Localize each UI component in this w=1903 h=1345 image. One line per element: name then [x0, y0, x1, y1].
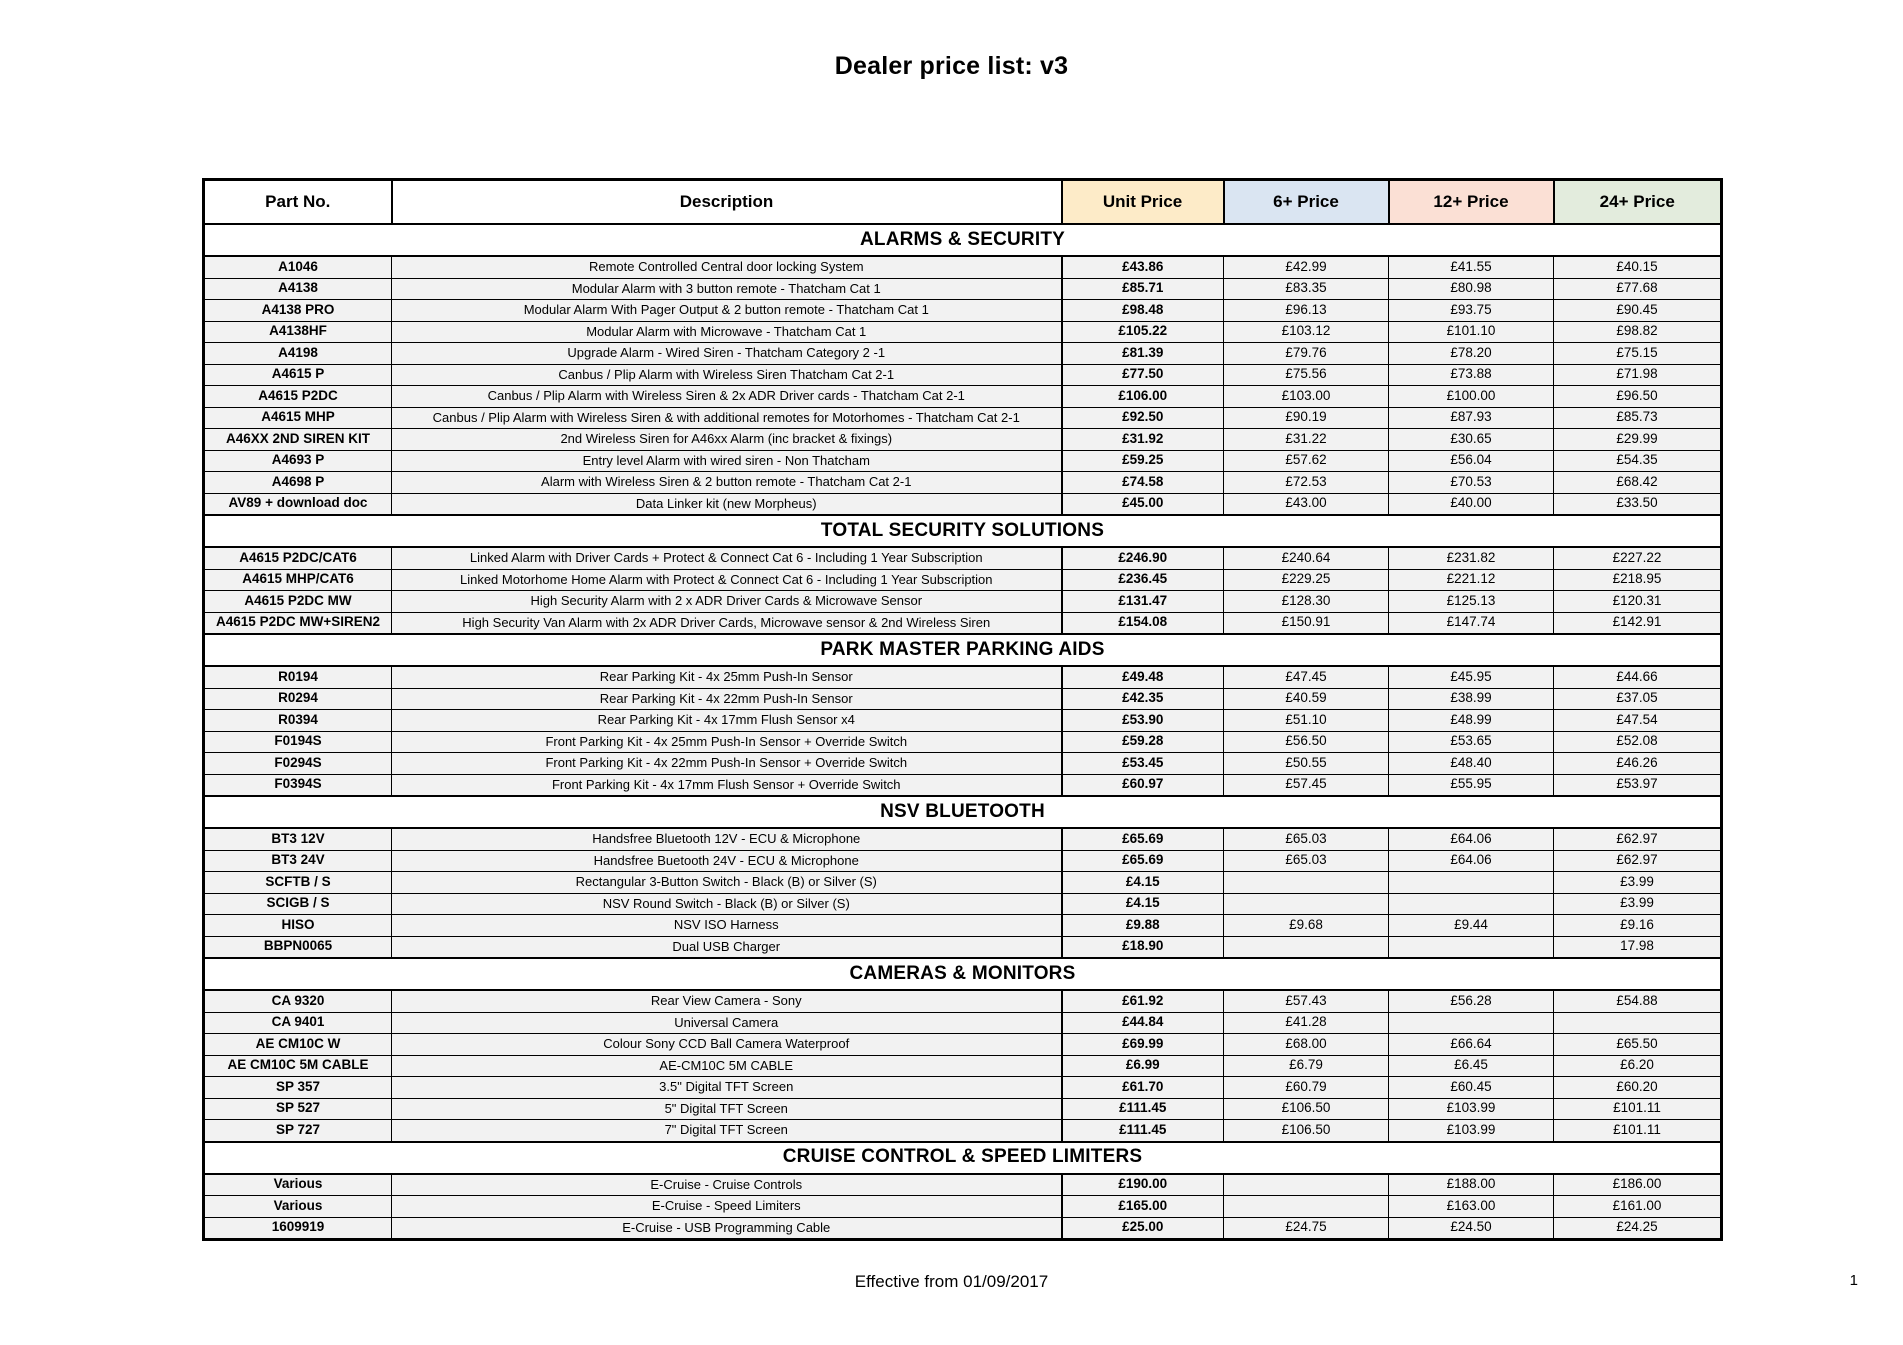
cell-part-no: A4693 P	[204, 450, 392, 472]
cell-description: Rectangular 3-Button Switch - Black (B) or Silver (S)	[392, 872, 1062, 894]
cell-unit-price: £154.08	[1062, 612, 1224, 634]
cell-description: Rear View Camera - Sony	[392, 990, 1062, 1012]
cell-12plus-price: £48.99	[1389, 710, 1554, 732]
cell-unit-price: £165.00	[1062, 1196, 1224, 1218]
section-title: NSV BLUETOOTH	[204, 796, 1722, 828]
effective-date: Effective from 01/09/2017	[854, 1272, 1049, 1291]
cell-24plus-price: £62.97	[1554, 828, 1722, 850]
cell-12plus-price: £103.99	[1389, 1098, 1554, 1120]
cell-12plus-price: £78.20	[1389, 343, 1554, 365]
cell-12plus-price: £147.74	[1389, 612, 1554, 634]
cell-unit-price: £77.50	[1062, 364, 1224, 386]
table-row	[204, 321, 1722, 343]
cell-24plus-price: £24.25	[1554, 1217, 1722, 1240]
cell-12plus-price: £56.28	[1389, 990, 1554, 1012]
cell-12plus-price: £87.93	[1389, 407, 1554, 429]
cell-unit-price: £60.97	[1062, 774, 1224, 796]
cell-6plus-price: £72.53	[1224, 472, 1389, 494]
cell-part-no: A4615 P2DC/CAT6	[204, 547, 392, 569]
cell-6plus-price: £150.91	[1224, 612, 1389, 634]
table-row	[204, 1098, 1722, 1120]
cell-6plus-price: £103.00	[1224, 386, 1389, 408]
cell-unit-price: £98.48	[1062, 300, 1224, 322]
cell-6plus-price: £106.50	[1224, 1098, 1389, 1120]
cell-24plus-price: £54.88	[1554, 990, 1722, 1012]
cell-part-no: HISO	[204, 915, 392, 937]
cell-6plus-price: £57.45	[1224, 774, 1389, 796]
cell-unit-price: £105.22	[1062, 321, 1224, 343]
cell-12plus-price: £66.64	[1389, 1034, 1554, 1056]
table-row	[204, 407, 1722, 429]
cell-description: Linked Motorhome Home Alarm with Protect & Connect Cat 6 - Including 1 Year Subscription	[392, 569, 1062, 591]
cell-24plus-price: £120.31	[1554, 591, 1722, 613]
table-row	[204, 493, 1722, 515]
table-row	[204, 1077, 1722, 1099]
cell-part-no: SP 727	[204, 1120, 392, 1142]
cell-6plus-price: £106.50	[1224, 1120, 1389, 1142]
cell-24plus-price: £96.50	[1554, 386, 1722, 408]
cell-24plus-price: £101.11	[1554, 1098, 1722, 1120]
cell-part-no: 1609919	[204, 1217, 392, 1240]
cell-6plus-price: £65.03	[1224, 850, 1389, 872]
cell-part-no: AE CM10C 5M CABLE	[204, 1055, 392, 1077]
cell-12plus-price: £41.55	[1389, 256, 1554, 278]
section-header-row	[204, 958, 1722, 990]
table-row	[204, 1055, 1722, 1077]
column-header-6plus-price: 6+ Price	[1224, 180, 1389, 225]
cell-12plus-price: £163.00	[1389, 1196, 1554, 1218]
page-title: Dealer price list: v3	[834, 52, 1069, 80]
cell-description: Canbus / Plip Alarm with Wireless Siren & 2x ADR Driver cards - Thatcham Cat 2-1	[392, 386, 1062, 408]
cell-12plus-price	[1389, 872, 1554, 894]
cell-part-no: F0194S	[204, 731, 392, 753]
cell-12plus-price: £56.04	[1389, 450, 1554, 472]
page-footer	[0, 1272, 1903, 1302]
cell-unit-price: £61.92	[1062, 990, 1224, 1012]
table-row	[204, 472, 1722, 494]
cell-24plus-price: £52.08	[1554, 731, 1722, 753]
cell-description: E-Cruise - USB Programming Cable	[392, 1217, 1062, 1240]
cell-part-no: R0294	[204, 688, 392, 710]
cell-6plus-price: £31.22	[1224, 429, 1389, 451]
cell-24plus-price: £90.45	[1554, 300, 1722, 322]
cell-unit-price: £65.69	[1062, 828, 1224, 850]
cell-description: AE-CM10C 5M CABLE	[392, 1055, 1062, 1077]
cell-unit-price: £65.69	[1062, 850, 1224, 872]
cell-unit-price: £6.99	[1062, 1055, 1224, 1077]
cell-6plus-price: £68.00	[1224, 1034, 1389, 1056]
cell-24plus-price: £60.20	[1554, 1077, 1722, 1099]
table-row	[204, 1217, 1722, 1240]
table-row	[204, 872, 1722, 894]
cell-6plus-price	[1224, 936, 1389, 958]
cell-12plus-price: £60.45	[1389, 1077, 1554, 1099]
cell-description: High Security Van Alarm with 2x ADR Driver Cards, Microwave sensor & 2nd Wireless Siren	[392, 612, 1062, 634]
cell-unit-price: £4.15	[1062, 893, 1224, 915]
cell-24plus-price: £101.11	[1554, 1120, 1722, 1142]
cell-unit-price: £61.70	[1062, 1077, 1224, 1099]
cell-6plus-price: £24.75	[1224, 1217, 1389, 1240]
cell-description: Rear Parking Kit - 4x 25mm Push-In Sensor	[392, 666, 1062, 688]
cell-6plus-price: £83.35	[1224, 278, 1389, 300]
table-row	[204, 364, 1722, 386]
cell-description: Entry level Alarm with wired siren - Non Thatcham	[392, 450, 1062, 472]
table-row	[204, 666, 1722, 688]
cell-12plus-price: £70.53	[1389, 472, 1554, 494]
cell-24plus-price: £75.15	[1554, 343, 1722, 365]
cell-12plus-price: £80.98	[1389, 278, 1554, 300]
cell-24plus-price: £29.99	[1554, 429, 1722, 451]
cell-24plus-price: £142.91	[1554, 612, 1722, 634]
cell-12plus-price: £221.12	[1389, 569, 1554, 591]
cell-24plus-price: £40.15	[1554, 256, 1722, 278]
cell-unit-price: £43.86	[1062, 256, 1224, 278]
cell-6plus-price: £50.55	[1224, 753, 1389, 775]
cell-12plus-price: £125.13	[1389, 591, 1554, 613]
cell-6plus-price	[1224, 1174, 1389, 1196]
cell-12plus-price: £64.06	[1389, 828, 1554, 850]
cell-24plus-price: £46.26	[1554, 753, 1722, 775]
cell-unit-price: £81.39	[1062, 343, 1224, 365]
cell-6plus-price: £56.50	[1224, 731, 1389, 753]
cell-24plus-price: £33.50	[1554, 493, 1722, 515]
section-title: PARK MASTER PARKING AIDS	[204, 634, 1722, 666]
table-row	[204, 1034, 1722, 1056]
cell-part-no: BT3 24V	[204, 850, 392, 872]
cell-24plus-price: £44.66	[1554, 666, 1722, 688]
cell-description: Canbus / Plip Alarm with Wireless Siren Thatcham Cat 2-1	[392, 364, 1062, 386]
cell-unit-price: £18.90	[1062, 936, 1224, 958]
cell-6plus-price: £96.13	[1224, 300, 1389, 322]
table-row	[204, 1174, 1722, 1196]
cell-description: E-Cruise - Cruise Controls	[392, 1174, 1062, 1196]
cell-12plus-price: £100.00	[1389, 386, 1554, 408]
cell-6plus-price	[1224, 872, 1389, 894]
cell-part-no: A4615 MHP/CAT6	[204, 569, 392, 591]
column-header-part-no: Part No.	[204, 180, 392, 225]
cell-24plus-price: 17.98	[1554, 936, 1722, 958]
cell-description: Remote Controlled Central door locking System	[392, 256, 1062, 278]
cell-part-no: A4615 P2DC MW	[204, 591, 392, 613]
cell-12plus-price: £9.44	[1389, 915, 1554, 937]
cell-unit-price: £236.45	[1062, 569, 1224, 591]
cell-part-no: F0294S	[204, 753, 392, 775]
table-row	[204, 1012, 1722, 1034]
cell-description: Modular Alarm with Microwave - Thatcham Cat 1	[392, 321, 1062, 343]
cell-part-no: A4698 P	[204, 472, 392, 494]
cell-part-no: SCIGB / S	[204, 893, 392, 915]
cell-6plus-price: £57.62	[1224, 450, 1389, 472]
cell-24plus-price: £68.42	[1554, 472, 1722, 494]
cell-description: Rear Parking Kit - 4x 22mm Push-In Sensor	[392, 688, 1062, 710]
cell-part-no: AE CM10C W	[204, 1034, 392, 1056]
cell-part-no: SCFTB / S	[204, 872, 392, 894]
table-row	[204, 774, 1722, 796]
cell-description: Front Parking Kit - 4x 17mm Flush Sensor + Override Switch	[392, 774, 1062, 796]
cell-24plus-price	[1554, 1012, 1722, 1034]
cell-unit-price: £246.90	[1062, 547, 1224, 569]
cell-24plus-price: £218.95	[1554, 569, 1722, 591]
cell-part-no: BBPN0065	[204, 936, 392, 958]
cell-unit-price: £69.99	[1062, 1034, 1224, 1056]
cell-12plus-price: £188.00	[1389, 1174, 1554, 1196]
table-row	[204, 688, 1722, 710]
cell-6plus-price: £43.00	[1224, 493, 1389, 515]
table-row	[204, 343, 1722, 365]
cell-description: Alarm with Wireless Siren & 2 button remote - Thatcham Cat 2-1	[392, 472, 1062, 494]
table-body	[204, 224, 1722, 1240]
cell-part-no: R0394	[204, 710, 392, 732]
cell-unit-price: £92.50	[1062, 407, 1224, 429]
cell-description: E-Cruise - Speed Limiters	[392, 1196, 1062, 1218]
section-header-row	[204, 1142, 1722, 1174]
cell-12plus-price: £40.00	[1389, 493, 1554, 515]
column-header-unit-price: Unit Price	[1062, 180, 1224, 225]
cell-12plus-price: £93.75	[1389, 300, 1554, 322]
cell-6plus-price: £40.59	[1224, 688, 1389, 710]
table-row	[204, 612, 1722, 634]
cell-unit-price: £45.00	[1062, 493, 1224, 515]
cell-part-no: AV89 + download doc	[204, 493, 392, 515]
cell-12plus-price: £231.82	[1389, 547, 1554, 569]
table-row	[204, 936, 1722, 958]
table-row	[204, 591, 1722, 613]
cell-24plus-price: £65.50	[1554, 1034, 1722, 1056]
cell-part-no: A4138	[204, 278, 392, 300]
cell-part-no: A4615 P2DC	[204, 386, 392, 408]
cell-24plus-price: £161.00	[1554, 1196, 1722, 1218]
section-header-row	[204, 796, 1722, 828]
table-row	[204, 547, 1722, 569]
column-header-12plus-price: 12+ Price	[1389, 180, 1554, 225]
cell-6plus-price	[1224, 1196, 1389, 1218]
cell-description: 2nd Wireless Siren for A46xx Alarm (inc bracket & fixings)	[392, 429, 1062, 451]
cell-6plus-price: £128.30	[1224, 591, 1389, 613]
column-header-row	[204, 180, 1722, 225]
cell-12plus-price: £64.06	[1389, 850, 1554, 872]
cell-unit-price: £49.48	[1062, 666, 1224, 688]
cell-24plus-price: £98.82	[1554, 321, 1722, 343]
cell-12plus-price	[1389, 936, 1554, 958]
cell-unit-price: £190.00	[1062, 1174, 1224, 1196]
cell-description: Modular Alarm With Pager Output & 2 button remote - Thatcham Cat 1	[392, 300, 1062, 322]
cell-unit-price: £111.45	[1062, 1098, 1224, 1120]
cell-part-no: A4198	[204, 343, 392, 365]
page-number: 1	[1849, 1272, 1858, 1289]
cell-24plus-price: £186.00	[1554, 1174, 1722, 1196]
cell-description: Upgrade Alarm - Wired Siren - Thatcham Category 2 -1	[392, 343, 1062, 365]
cell-unit-price: £111.45	[1062, 1120, 1224, 1142]
cell-unit-price: £59.25	[1062, 450, 1224, 472]
cell-unit-price: £59.28	[1062, 731, 1224, 753]
section-header-row	[204, 224, 1722, 256]
cell-6plus-price: £65.03	[1224, 828, 1389, 850]
cell-description: Rear Parking Kit - 4x 17mm Flush Sensor x4	[392, 710, 1062, 732]
cell-part-no: A4138HF	[204, 321, 392, 343]
cell-12plus-price	[1389, 1012, 1554, 1034]
cell-description: Universal Camera	[392, 1012, 1062, 1034]
table-row	[204, 429, 1722, 451]
cell-6plus-price: £9.68	[1224, 915, 1389, 937]
cell-24plus-price: £3.99	[1554, 872, 1722, 894]
cell-6plus-price: £47.45	[1224, 666, 1389, 688]
cell-24plus-price: £53.97	[1554, 774, 1722, 796]
cell-24plus-price: £54.35	[1554, 450, 1722, 472]
cell-24plus-price: £3.99	[1554, 893, 1722, 915]
cell-24plus-price: £85.73	[1554, 407, 1722, 429]
cell-24plus-price: £62.97	[1554, 850, 1722, 872]
cell-6plus-price	[1224, 893, 1389, 915]
cell-part-no: A4615 P	[204, 364, 392, 386]
cell-part-no: SP 357	[204, 1077, 392, 1099]
column-header-description: Description	[392, 180, 1062, 225]
cell-24plus-price: £47.54	[1554, 710, 1722, 732]
cell-description: Modular Alarm with 3 button remote - Thatcham Cat 1	[392, 278, 1062, 300]
table-row	[204, 731, 1722, 753]
cell-part-no: F0394S	[204, 774, 392, 796]
cell-unit-price: £9.88	[1062, 915, 1224, 937]
cell-6plus-price: £57.43	[1224, 990, 1389, 1012]
cell-description: 5" Digital TFT Screen	[392, 1098, 1062, 1120]
cell-part-no: A1046	[204, 256, 392, 278]
table-row	[204, 278, 1722, 300]
cell-6plus-price: £6.79	[1224, 1055, 1389, 1077]
cell-description: NSV Round Switch - Black (B) or Silver (S)	[392, 893, 1062, 915]
cell-6plus-price: £103.12	[1224, 321, 1389, 343]
cell-12plus-price: £24.50	[1389, 1217, 1554, 1240]
cell-part-no: SP 527	[204, 1098, 392, 1120]
table-row	[204, 1120, 1722, 1142]
cell-6plus-price: £229.25	[1224, 569, 1389, 591]
table-row	[204, 1196, 1722, 1218]
cell-description: 7" Digital TFT Screen	[392, 1120, 1062, 1142]
table-row	[204, 850, 1722, 872]
cell-description: Handsfree Bluetooth 12V - ECU & Microphone	[392, 828, 1062, 850]
column-header-24plus-price: 24+ Price	[1554, 180, 1722, 225]
cell-description: NSV ISO Harness	[392, 915, 1062, 937]
section-title: CRUISE CONTROL & SPEED LIMITERS	[204, 1142, 1722, 1174]
dealer-price-table	[202, 178, 1723, 1241]
cell-12plus-price: £45.95	[1389, 666, 1554, 688]
cell-6plus-price: £75.56	[1224, 364, 1389, 386]
cell-12plus-price: £73.88	[1389, 364, 1554, 386]
cell-24plus-price: £227.22	[1554, 547, 1722, 569]
cell-description: Front Parking Kit - 4x 25mm Push-In Sensor + Override Switch	[392, 731, 1062, 753]
cell-unit-price: £53.45	[1062, 753, 1224, 775]
cell-6plus-price: £90.19	[1224, 407, 1389, 429]
table-row	[204, 893, 1722, 915]
cell-unit-price: £31.92	[1062, 429, 1224, 451]
cell-part-no: A4138 PRO	[204, 300, 392, 322]
cell-6plus-price: £60.79	[1224, 1077, 1389, 1099]
cell-part-no: CA 9320	[204, 990, 392, 1012]
section-title: ALARMS & SECURITY	[204, 224, 1722, 256]
table-row	[204, 753, 1722, 775]
cell-description: Front Parking Kit - 4x 22mm Push-In Sensor + Override Switch	[392, 753, 1062, 775]
cell-part-no: A4615 P2DC MW+SIREN2	[204, 612, 392, 634]
cell-unit-price: £131.47	[1062, 591, 1224, 613]
cell-12plus-price: £55.95	[1389, 774, 1554, 796]
section-header-row	[204, 515, 1722, 547]
table-row	[204, 450, 1722, 472]
cell-12plus-price	[1389, 893, 1554, 915]
cell-6plus-price: £79.76	[1224, 343, 1389, 365]
cell-part-no: Various	[204, 1196, 392, 1218]
cell-unit-price: £25.00	[1062, 1217, 1224, 1240]
cell-unit-price: £44.84	[1062, 1012, 1224, 1034]
cell-part-no: R0194	[204, 666, 392, 688]
cell-description: Data Linker kit (new Morpheus)	[392, 493, 1062, 515]
cell-6plus-price: £42.99	[1224, 256, 1389, 278]
cell-6plus-price: £240.64	[1224, 547, 1389, 569]
cell-part-no: Various	[204, 1174, 392, 1196]
cell-6plus-price: £51.10	[1224, 710, 1389, 732]
price-table-container	[202, 178, 1720, 1241]
table-row	[204, 990, 1722, 1012]
cell-24plus-price: £6.20	[1554, 1055, 1722, 1077]
table-row	[204, 710, 1722, 732]
table-row	[204, 915, 1722, 937]
cell-description: Canbus / Plip Alarm with Wireless Siren & with additional remotes for Motorhomes - Thatcham Cat 2-1	[392, 407, 1062, 429]
cell-description: Linked Alarm with Driver Cards + Protect & Connect Cat 6 - Including 1 Year Subscription	[392, 547, 1062, 569]
table-row	[204, 569, 1722, 591]
cell-unit-price: £85.71	[1062, 278, 1224, 300]
cell-unit-price: £42.35	[1062, 688, 1224, 710]
table-row	[204, 386, 1722, 408]
table-header	[204, 180, 1722, 225]
cell-description: 3.5" Digital TFT Screen	[392, 1077, 1062, 1099]
cell-12plus-price: £101.10	[1389, 321, 1554, 343]
cell-unit-price: £106.00	[1062, 386, 1224, 408]
table-row	[204, 256, 1722, 278]
cell-unit-price: £74.58	[1062, 472, 1224, 494]
cell-6plus-price: £41.28	[1224, 1012, 1389, 1034]
cell-part-no: BT3 12V	[204, 828, 392, 850]
cell-12plus-price: £53.65	[1389, 731, 1554, 753]
cell-description: High Security Alarm with 2 x ADR Driver Cards & Microwave Sensor	[392, 591, 1062, 613]
cell-12plus-price: £48.40	[1389, 753, 1554, 775]
cell-12plus-price: £38.99	[1389, 688, 1554, 710]
cell-description: Handsfree Buetooth 24V - ECU & Microphone	[392, 850, 1062, 872]
table-row	[204, 828, 1722, 850]
cell-description: Colour Sony CCD Ball Camera Waterproof	[392, 1034, 1062, 1056]
cell-description: Dual USB Charger	[392, 936, 1062, 958]
cell-12plus-price: £6.45	[1389, 1055, 1554, 1077]
cell-part-no: A46XX 2ND SIREN KIT	[204, 429, 392, 451]
section-title: CAMERAS & MONITORS	[204, 958, 1722, 990]
cell-24plus-price: £71.98	[1554, 364, 1722, 386]
cell-24plus-price: £77.68	[1554, 278, 1722, 300]
cell-part-no: CA 9401	[204, 1012, 392, 1034]
cell-12plus-price: £103.99	[1389, 1120, 1554, 1142]
cell-unit-price: £53.90	[1062, 710, 1224, 732]
cell-12plus-price: £30.65	[1389, 429, 1554, 451]
section-header-row	[204, 634, 1722, 666]
cell-unit-price: £4.15	[1062, 872, 1224, 894]
cell-part-no: A4615 MHP	[204, 407, 392, 429]
cell-24plus-price: £9.16	[1554, 915, 1722, 937]
cell-24plus-price: £37.05	[1554, 688, 1722, 710]
section-title: TOTAL SECURITY SOLUTIONS	[204, 515, 1722, 547]
table-row	[204, 300, 1722, 322]
